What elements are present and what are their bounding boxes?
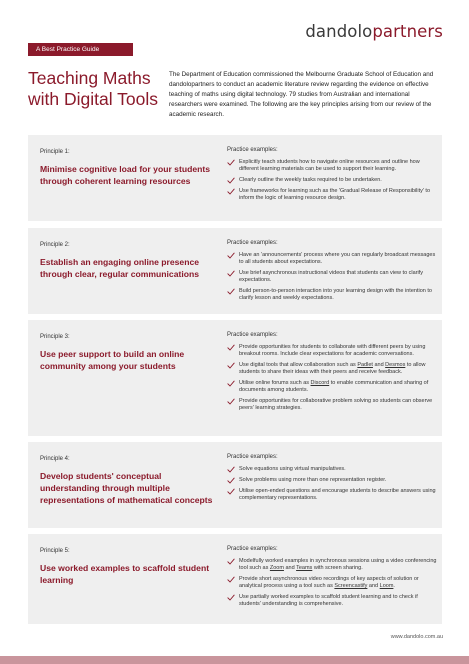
tool-link[interactable]: Loom: [379, 583, 394, 589]
principle-label: Principle 3:: [40, 334, 70, 340]
practice-bullet: Modelfully worked examples in synchronous sessions using a video conferencing tool such as Zoom and Teams with screen sharing.: [227, 558, 437, 572]
principle-heading: Use worked examples to scaffold student learning: [40, 563, 210, 585]
principle-heading: Use peer support to build an online community among your students: [40, 349, 185, 371]
principle-label: Principle 1:: [40, 149, 70, 155]
principle-panel-3: [28, 320, 442, 436]
practice-examples-label: Practice examples:: [227, 454, 278, 460]
practice-examples-label: Practice examples:: [227, 147, 278, 153]
practice-examples-label: Practice examples:: [227, 546, 278, 552]
practice-examples: [227, 454, 437, 506]
practice-bullet: Provide short asynchronous video recordings of key aspects of solution or analytical process using a tool such as Screencastify and Loom.: [227, 576, 437, 590]
principle-panel-5: [28, 534, 442, 624]
bottom-color-bar: [0, 656, 469, 664]
practice-bullet: Use partially worked examples to scaffold student learning and to check if students' understanding is comprehensive.: [227, 594, 437, 608]
practice-examples: [227, 546, 437, 612]
intro-paragraph: The Department of Education commissioned the Melbourne Graduate School of Education and dandolopartners to conduct an academic literature review regarding the evidence on effective teaching of maths using digital technology. 79 studies from Australian and international researchers were examined. The following are the key principles arising from our review of the academic research.: [169, 71, 434, 118]
principle-panel-4: [28, 442, 442, 528]
practice-examples-label: Practice examples:: [227, 240, 278, 246]
practice-bullet: Solve problems using more than one representation register.: [227, 477, 437, 484]
footer-url: www.dandolo.com.au: [390, 634, 443, 640]
guide-tag: A Best Practice Guide: [28, 43, 133, 56]
practice-bullet: Use digital tools that allow collaboration such as Padlet and Desmos to allow students to share their ideas with their peers and receive feedback.: [227, 362, 437, 376]
practice-examples: [227, 240, 437, 306]
practice-bullet: Provide opportunities for collaborative problem solving so students can observe peers' learning strategies.: [227, 398, 437, 412]
tool-link[interactable]: Desmos: [385, 362, 406, 368]
practice-bullet: Build person-to-person interaction into your learning design with the intention to clarify lesson and weekly expectations.: [227, 288, 437, 302]
practice-bullet: Clearly outline the weekly tasks required to be undertaken.: [227, 177, 437, 184]
practice-bullet: Provide opportunities for students to collaborate with different peers by using breakout rooms. Include clear expectations for academic conversations.: [227, 344, 437, 358]
tool-link[interactable]: Zoom: [269, 565, 284, 571]
principle-heading: Minimise cognitive load for your students through coherent learning resources: [40, 164, 210, 186]
practice-bullet: Utilise open-ended questions and encourage students to describe answers using complementary representations.: [227, 488, 437, 502]
principle-label: Principle 5:: [40, 548, 70, 554]
tool-link[interactable]: Screencastify: [334, 583, 368, 589]
practice-bullet: Have an 'announcements' process where you can regularly broadcast messages to all students about expectations.: [227, 252, 437, 266]
tool-link[interactable]: Teams: [296, 565, 313, 571]
principle-panel-2: [28, 228, 442, 314]
tool-link[interactable]: Discord: [310, 380, 330, 386]
practice-examples: [227, 147, 437, 206]
principle-panel-1: [28, 135, 442, 221]
principle-heading: Establish an engaging online presence through clear, regular communications: [40, 257, 200, 279]
page-title: Teaching Maths with Digital Tools: [28, 68, 159, 109]
practice-bullet: Use brief asynchronous instructional videos that students can view to clarify expectations.: [227, 270, 437, 284]
principle-label: Principle 2:: [40, 242, 70, 248]
principle-heading: Develop students' conceptual understanding through multiple representations of mathematical concepts: [40, 471, 213, 505]
dandolopartners-logo: dandolopartners: [305, 22, 443, 41]
principle-label: Principle 4:: [40, 456, 70, 462]
practice-bullet: Utilise online forums such as Discord to enable communication and sharing of documents among students.: [227, 380, 437, 394]
practice-bullet: Use frameworks for learning such as the 'Gradual Release of Responsibility' to inform the logic of learning resource design.: [227, 188, 437, 202]
practice-bullet: Solve equations using virtual manipulatives.: [227, 466, 437, 473]
tool-link[interactable]: Padlet: [357, 362, 373, 368]
practice-examples: [227, 332, 437, 416]
practice-examples-label: Practice examples:: [227, 332, 278, 338]
practice-bullet: Explicitly teach students how to navigate online resources and outline how different learning materials can be used to support their learning.: [227, 159, 437, 173]
